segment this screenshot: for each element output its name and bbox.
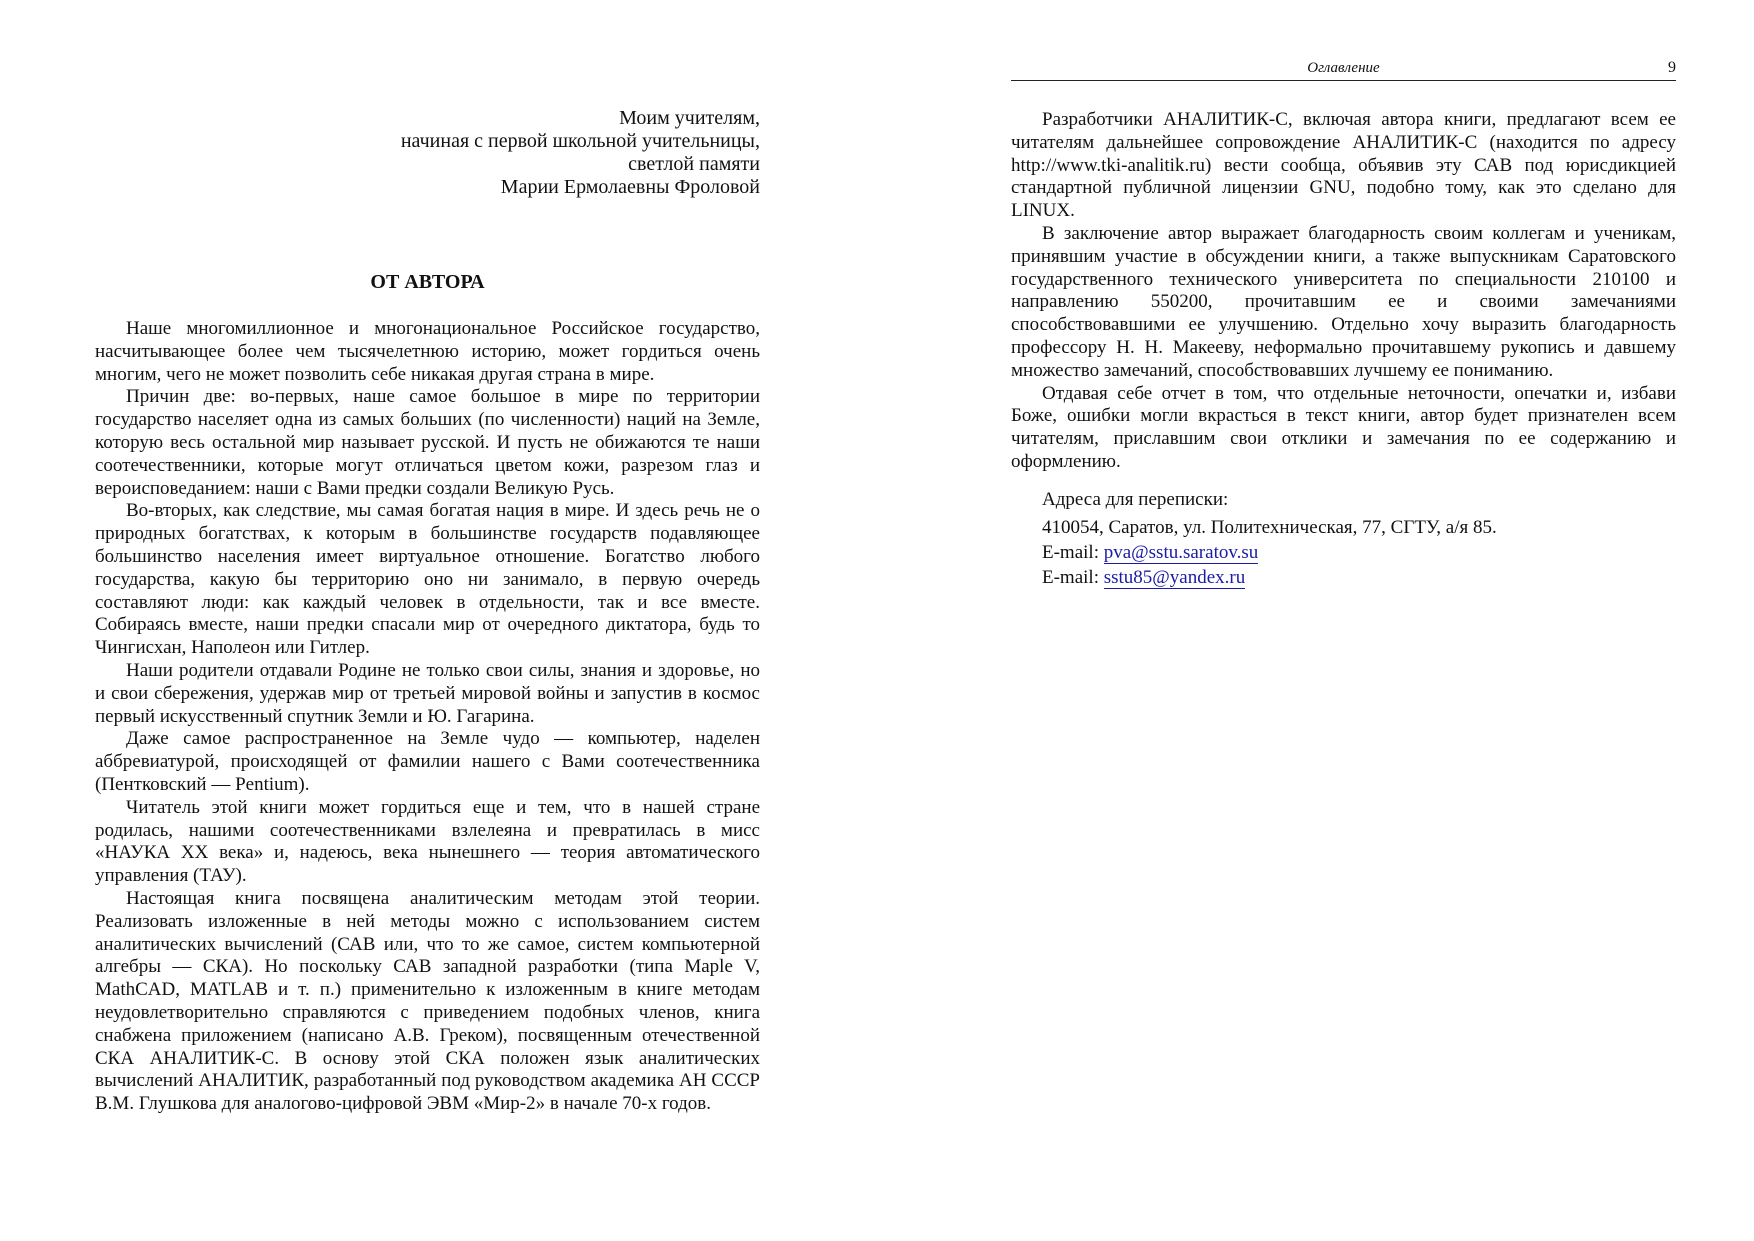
paragraph: Читатель этой книги может гордиться еще и тем, что в нашей стране родилась, нашими соотечественниками взлелеяна и превратилась в мисс «НАУКА XX века» и, надеюсь, века нынешнего — теория автоматического управления (ТАУ). — [95, 796, 760, 887]
email-line — [1042, 566, 1682, 590]
dedication-line: начиная с первой школьной учительницы, — [400, 130, 760, 152]
email-label: E-mail: — [1042, 567, 1099, 588]
paragraph: Причин две: во-первых, наше самое большое в мире по территории государство населяет одна из самых больших (по численности) наций на Земле, которую весь остальной мир называет русской. И пусть не обижаются те наши соотечественники, которые могут отличаться цветом кожи, разрезом глаз и вероисповеданием: наши с Вами предки создали Великую Русь. — [95, 386, 760, 499]
email-line — [1042, 541, 1682, 565]
paragraph: Наше многомиллионное и многонациональное Российское государство, насчитывающее более чем тысячелетнюю историю, может гордиться очень многим, чего не может позволить себе никакая другая страна в мире. — [95, 318, 760, 385]
paragraph: Отдавая себе отчет в том, что отдельные неточности, опечатки и, избави Боже, ошибки могли вкрасться в текст книги, автор будет признателен всем читателям, приславшим свои отклики и замечания по ее содержанию и оформлению. — [1011, 382, 1676, 472]
paragraph: Разработчики АНАЛИТИК-С, включая автора книги, предлагают всем ее читателям дальнейшее сопровождение АНАЛИТИК-С (находится по адресу http://www.tki-analitik.ru) вести сообща, объявив эту САВ под юрисдикцией стандартной публичной лицензии GNU, подобно тому, как это сделано для LINUX. — [1011, 109, 1676, 222]
contacts-heading: Адреса для переписки: — [1042, 489, 1229, 510]
postal-address: 410054, Саратов, ул. Политехническая, 77, СГТУ, а/я 85. — [1042, 517, 1497, 538]
email-link[interactable]: pva@sstu.saratov.su — [1103, 542, 1259, 563]
section-title: ОТ АВТОРА — [370, 271, 485, 293]
email-link[interactable]: sstu85@yandex.ru — [1103, 567, 1246, 588]
dedication-line: Марии Ермолаевны Фроловой — [500, 176, 760, 198]
dedication-line: Моим учителям, — [619, 107, 760, 129]
left-body-text — [95, 318, 760, 1116]
running-head — [1011, 58, 1676, 81]
email-label: E-mail: — [1042, 542, 1099, 563]
paragraph: Наши родители отдавали Родине не только свои силы, знания и здоровье, но и свои сбережения, удержав мир от третьей мировой войны и запустив в космос первый искусственный спутник Земли и Ю. Гагарина. — [95, 659, 760, 727]
right-body-text — [1011, 109, 1676, 474]
paragraph: Даже самое распространенное на Земле чудо — компьютер, наделен аббревиатурой, происходящей от фамилии нашего с Вами соотечественника (Пентковский — Pentium). — [95, 728, 760, 795]
contacts-block — [1042, 488, 1682, 590]
dedication-line: светлой памяти — [628, 153, 760, 175]
paragraph: В заключение автор выражает благодарность своим коллегам и ученикам, принявшим участие в обсуждении книги, а также выпускникам Саратовского государственного технического университета по специальности 210100 и направлению 550200, прочитавшим ее и своими замечаниями способствовавшими ее улучшению. Отдельно хочу выразить благодарность профессору Н. Н. Макееву, неформально прочитавшему рукопись и давшему множество замечаний, способствовавших лучшему ее пониманию. — [1011, 222, 1676, 381]
paragraph: Во-вторых, как следствие, мы самая богатая нация в мире. И здесь речь не о природных богатствах, к которым в большинстве государств подавляющее большинство населения имеет виртуальное отношение. Богатство любого государства, какую бы территорию оно ни занимало, в первую очередь составляют люди: как каждый человек в отдельности, так и все вместе. Собираясь вместе, наши предки спасали мир от очередного диктатора, будь то Чингисхан, Наполеон или Гитлер. — [95, 500, 760, 659]
right-page — [877, 0, 1754, 1241]
paragraph: Настоящая книга посвящена аналитическим методам этой теории. Реализовать изложенные в ней методы можно с использованием систем аналитических вычислений (САВ или, что то же самое, систем компьютерной алгебры — СКА). Но поскольку САВ западной разработки (типа Maple V, MathCAD, MATLAB и т. п.) применительно к изложенным в книге методам неудовлетворительно справляются с приведением подобных членов, книга снабжена приложением (написано А.В. Греком), посвященным отечественной СКА АНАЛИТИК-С. В основу этой СКА положен язык аналитических вычислений АНАЛИТИК, разработанный под руководством академика АН СССР В.М. Глушкова для аналогово-цифровой ЭВМ «Мир-2» в начале 70-х годов. — [95, 887, 760, 1115]
dedication — [95, 107, 760, 199]
page-number: 9 — [1668, 59, 1676, 76]
running-head-title: Оглавление — [1307, 60, 1380, 76]
